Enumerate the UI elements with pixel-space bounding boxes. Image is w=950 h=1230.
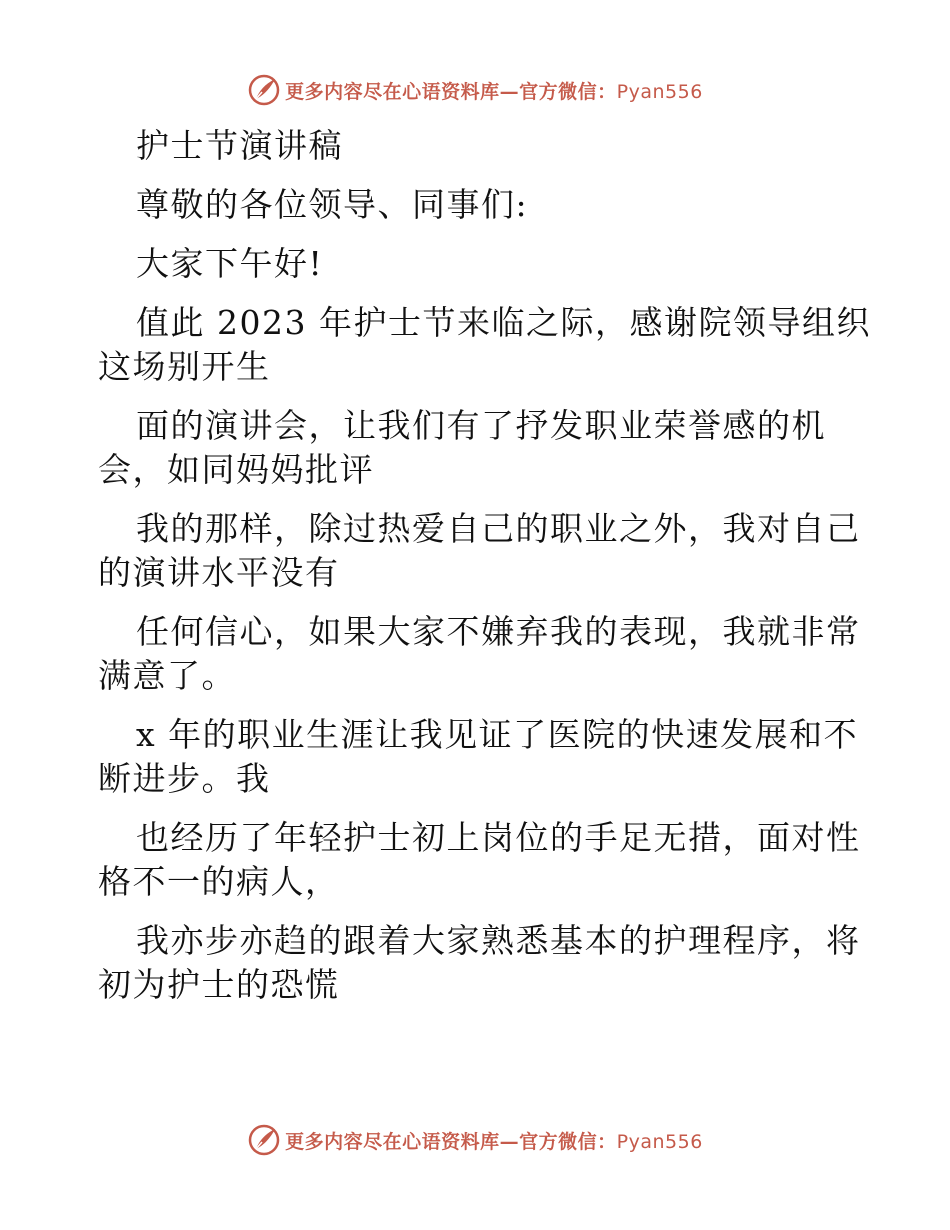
text-line: 会，如同妈妈批评 [98,450,374,489]
footer-watermark [0,1120,950,1160]
paragraph-gap [98,227,858,242]
paragraph-gap [98,698,858,713]
text-line: 大家下午好! [136,244,324,283]
text-line: 值此 2023 年护士节来临之际，感谢院领导组织 [136,303,871,342]
text-line: 任何信心，如果大家不嫌弃我的表现，我就非常 [136,612,861,651]
text-line: x 年的职业生涯让我见证了医院的快速发展和不 [136,715,859,754]
paragraph-gap [98,168,858,183]
paragraph-gap [98,595,858,610]
text-line: 的演讲水平没有 [98,553,340,592]
watermark-text: 更多内容尽在心语资料库—官方微信：Pyan556 [285,1130,703,1153]
text-line: 满意了。 [98,656,236,695]
paragraph-gap [98,492,858,507]
paragraph-gap [98,389,858,404]
text-line: 断进步。我 [98,759,271,798]
header-watermark [0,70,950,110]
feather-pen-icon [247,73,281,107]
text-line: 我亦步亦趋的跟着大家熟悉基本的护理程序，将 [136,921,861,960]
feather-pen-icon [247,1123,281,1157]
paragraph-gap [98,801,858,816]
text-line: 格不一的病人， [98,862,340,901]
paragraph-gap [98,286,858,301]
text-line: 尊敬的各位领导、同事们: [136,185,529,224]
paragraph-gap [98,904,858,919]
text-line: 面的演讲会，让我们有了抒发职业荣誉感的机 [136,406,826,445]
document-body [98,124,871,1007]
text-line: 这场别开生 [98,347,271,386]
text-line: 也经历了年轻护士初上岗位的手足无措，面对性 [136,818,861,857]
watermark-text: 更多内容尽在心语资料库—官方微信：Pyan556 [285,80,703,103]
text-line: 我的那样，除过热爱自己的职业之外，我对自己 [136,509,861,548]
text-line: 护士节演讲稿 [136,126,343,165]
text-line: 初为护士的恐慌 [98,965,340,1004]
